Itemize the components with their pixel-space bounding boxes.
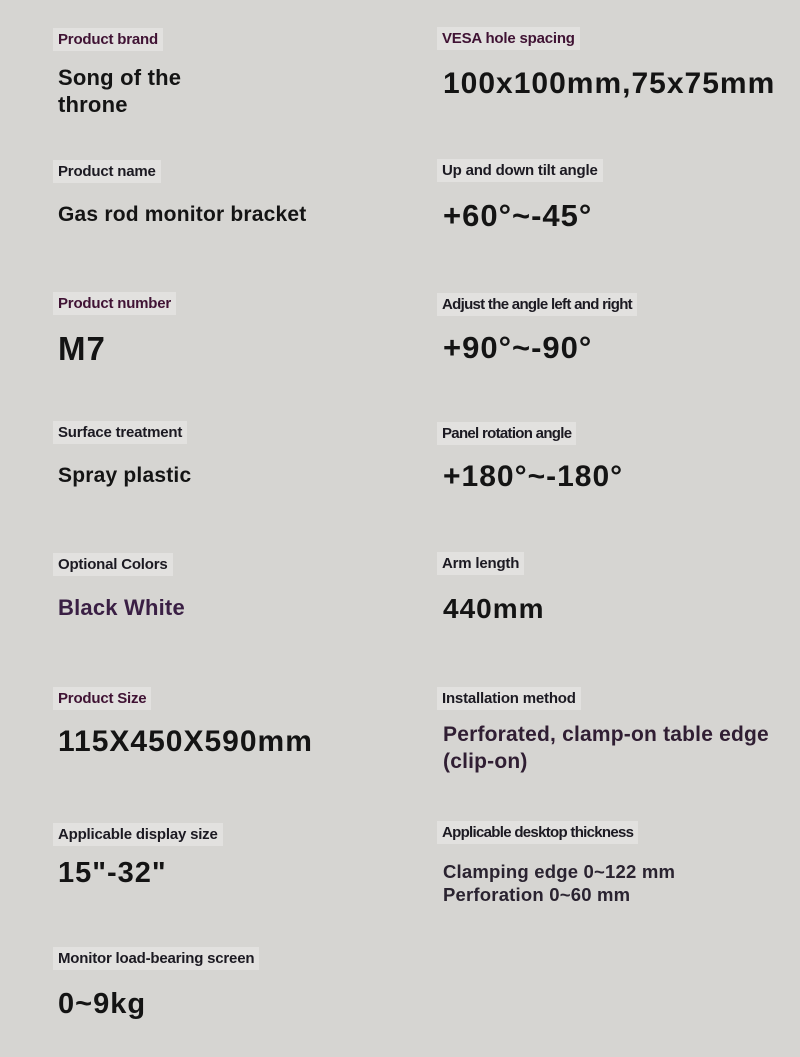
product-number-label: Product number bbox=[53, 292, 176, 315]
product-name-label: Product name bbox=[53, 160, 161, 183]
swivel-angle-value: +90°~-90° bbox=[443, 330, 593, 365]
installation-method-label: Installation method bbox=[437, 687, 581, 710]
desktop-thickness-value: Clamping edge 0~122 mm Perforation 0~60 mm bbox=[443, 861, 676, 905]
optional-colors-value: Black White bbox=[58, 595, 185, 620]
surface-treatment-value: Spray plastic bbox=[58, 464, 192, 487]
arm-length-value: 440mm bbox=[443, 593, 545, 624]
panel-rotation-angle-value: +180°~-180° bbox=[443, 460, 624, 493]
desktop-thickness-label: Applicable desktop thickness bbox=[437, 821, 638, 844]
product-size-value: 115X450X590mm bbox=[58, 725, 313, 758]
swivel-angle-label: Adjust the angle left and right bbox=[437, 293, 637, 316]
monitor-load-bearing-value: 0~9kg bbox=[58, 988, 147, 1020]
product-name-value: Gas rod monitor bracket bbox=[58, 203, 307, 226]
product-brand-label: Product brand bbox=[53, 28, 163, 51]
applicable-display-size-value: 15"-32" bbox=[58, 857, 167, 889]
arm-length-label: Arm length bbox=[437, 552, 524, 575]
tilt-angle-label: Up and down tilt angle bbox=[437, 159, 603, 182]
optional-colors-label: Optional Colors bbox=[53, 553, 173, 576]
tilt-angle-value: +60°~-45° bbox=[443, 198, 593, 233]
installation-method-value: Perforated, clamp-on table edge (clip-on) bbox=[443, 723, 769, 773]
product-size-label: Product Size bbox=[53, 687, 151, 710]
vesa-hole-spacing-value: 100x100mm,75x75mm bbox=[443, 67, 776, 100]
monitor-load-bearing-label: Monitor load-bearing screen bbox=[53, 947, 259, 970]
surface-treatment-label: Surface treatment bbox=[53, 421, 187, 444]
applicable-display-size-label: Applicable display size bbox=[53, 823, 223, 846]
product-brand-value: Song of the throne bbox=[58, 65, 182, 117]
panel-rotation-angle-label: Panel rotation angle bbox=[437, 422, 576, 445]
vesa-hole-spacing-label: VESA hole spacing bbox=[437, 27, 580, 50]
product-number-value: M7 bbox=[58, 330, 106, 367]
